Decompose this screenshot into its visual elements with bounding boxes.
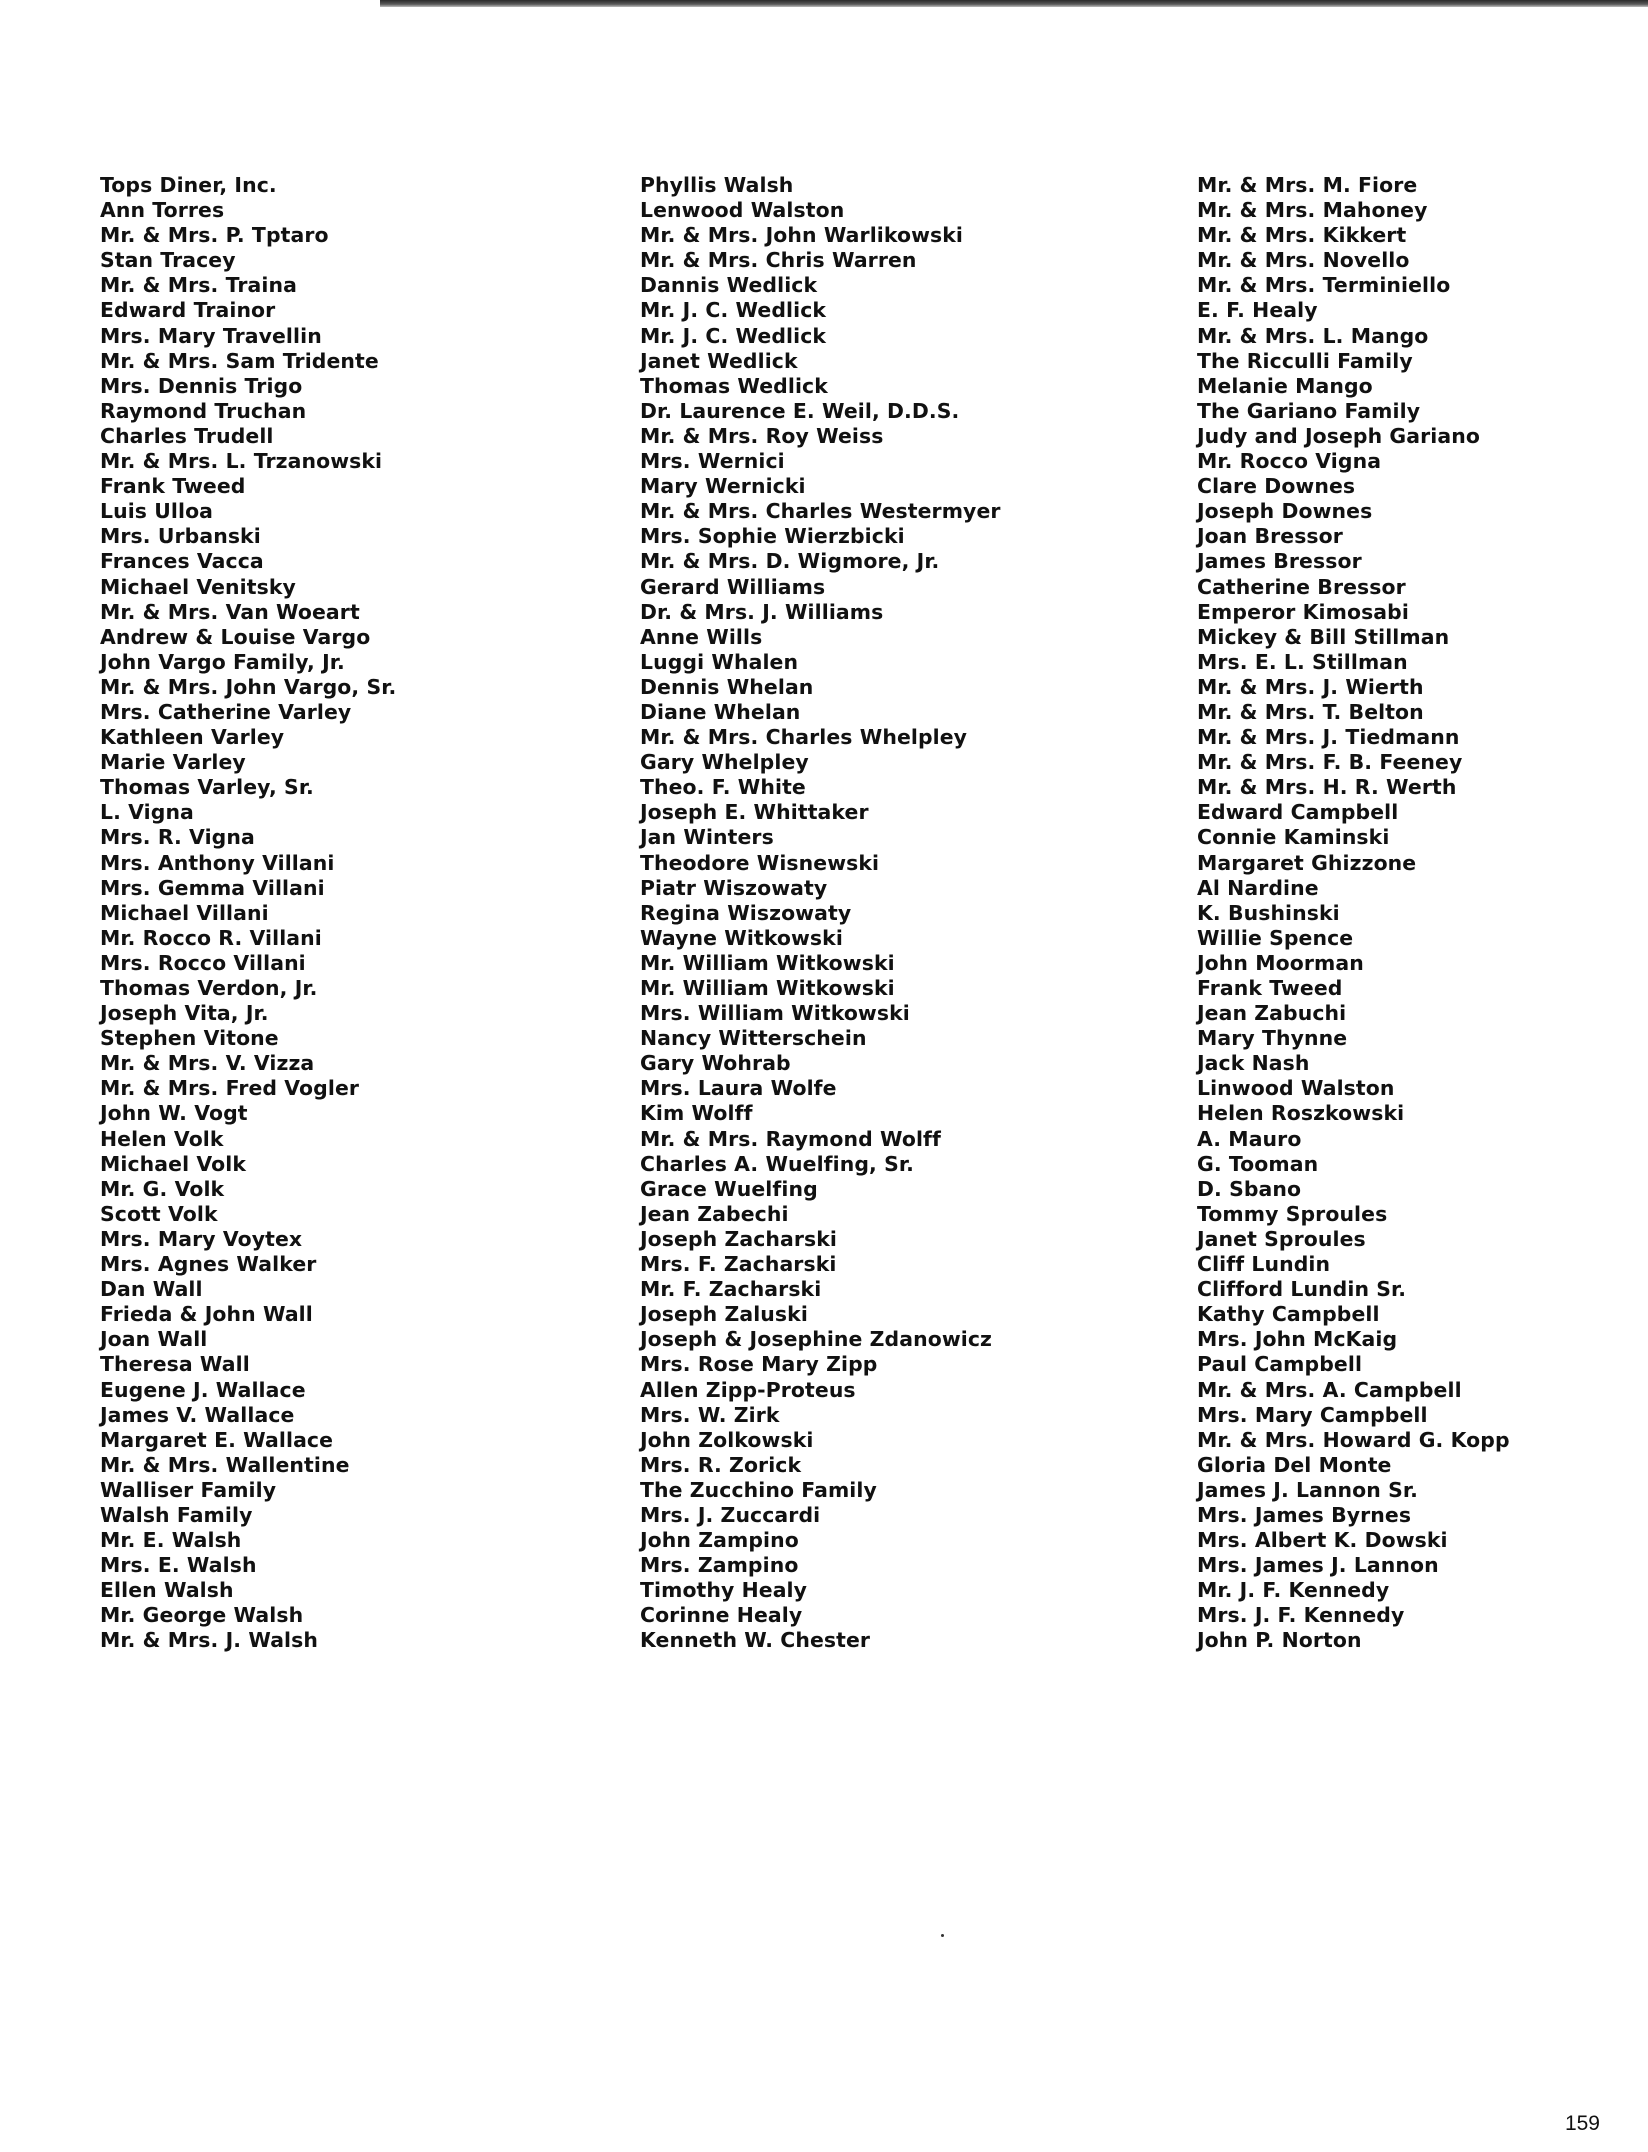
donor-name: Mrs. F. Zacharski xyxy=(640,1252,837,1277)
donor-name: Mrs. Dennis Trigo xyxy=(100,373,303,398)
donor-name: Wayne Witkowski xyxy=(640,925,843,950)
donor-name: Mr. E. Walsh xyxy=(100,1528,242,1553)
donor-name: Kathleen Varley xyxy=(100,725,285,750)
donor-name: Mrs. Laura Wolfe xyxy=(640,1076,837,1101)
donor-name: Scott Volk xyxy=(100,1201,218,1226)
donor-name: Mr. & Mrs. J. Tiedmann xyxy=(1197,725,1460,750)
donor-name: Dan Wall xyxy=(100,1277,203,1302)
donor-name: Mrs. R. Vigna xyxy=(100,825,255,850)
donor-name: Mr. & Mrs. Wallentine xyxy=(100,1452,350,1477)
donor-name: Dr. Laurence E. Weil, D.D.S. xyxy=(640,398,960,423)
donor-name: Regina Wiszowaty xyxy=(640,900,852,925)
donor-name: John Zolkowski xyxy=(640,1427,814,1452)
donor-name: Allen Zipp-Proteus xyxy=(640,1377,856,1402)
donor-name: Mr. F. Zacharski xyxy=(640,1277,822,1302)
donor-name: Catherine Bressor xyxy=(1197,574,1406,599)
donor-name: Mrs. J. F. Kennedy xyxy=(1197,1603,1405,1628)
donor-name: Theodore Wisnewski xyxy=(640,850,880,875)
donor-name: Jan Winters xyxy=(640,825,774,850)
donor-name: Mrs. John McKaig xyxy=(1197,1327,1398,1352)
donor-name: Mr. Rocco R. Villani xyxy=(100,925,322,950)
donor-name: Mrs. Anthony Villani xyxy=(100,850,335,875)
donor-name: Mrs. Zampino xyxy=(640,1553,799,1578)
donor-name: The Zucchino Family xyxy=(640,1477,877,1502)
donor-name: Eugene J. Wallace xyxy=(100,1377,306,1402)
donor-name: Willie Spence xyxy=(1197,925,1354,950)
donor-name: Mr. & Mrs. Howard G. Kopp xyxy=(1197,1427,1510,1452)
donor-name: Kim Wolff xyxy=(640,1101,753,1126)
donor-name: Gloria Del Monte xyxy=(1197,1452,1392,1477)
donor-name: Jean Zabechi xyxy=(640,1201,789,1226)
donor-name: Mr. J. C. Wedlick xyxy=(640,323,827,348)
donor-name: Emperor Kimosabi xyxy=(1197,599,1409,624)
donor-name: Mrs. Wernici xyxy=(640,449,785,474)
donor-name: Corinne Healy xyxy=(640,1603,803,1628)
donor-name: Luggi Whalen xyxy=(640,649,799,674)
donor-name: Frieda & John Wall xyxy=(100,1302,313,1327)
donor-name: Ann Torres xyxy=(100,198,225,223)
donor-name: John Zampino xyxy=(640,1528,799,1553)
donor-name: A. Mauro xyxy=(1197,1126,1302,1151)
donor-name: Mr. & Mrs. Fred Vogler xyxy=(100,1076,360,1101)
donor-name: Tommy Sproules xyxy=(1197,1201,1388,1226)
name-column-3 xyxy=(1197,173,1510,1654)
donor-name: James V. Wallace xyxy=(100,1402,295,1427)
donor-name: Clare Downes xyxy=(1197,474,1356,499)
donor-name: Mr. & Mrs. Sam Tridente xyxy=(100,348,379,373)
donor-name: Mr. & Mrs. L. Mango xyxy=(1197,323,1429,348)
name-column-2 xyxy=(640,173,1001,1654)
donor-name: Mr. & Mrs. Terminiello xyxy=(1197,273,1451,298)
donor-name: Mr. & Mrs. M. Fiore xyxy=(1197,173,1418,197)
donor-name: Joseph Vita, Jr. xyxy=(100,1001,269,1026)
donor-name: Mr. & Mrs. Charles Westermyer xyxy=(640,499,1001,524)
donor-name: Dennis Whelan xyxy=(640,674,814,699)
donor-name: Michael Venitsky xyxy=(100,574,296,599)
top-scan-edge xyxy=(380,0,1648,7)
donor-name: Mr. & Mrs. J. Walsh xyxy=(100,1628,318,1653)
donor-name: Mr. & Mrs. A. Campbell xyxy=(1197,1377,1462,1402)
donor-name: Janet Wedlick xyxy=(640,348,798,373)
donor-name: Andrew & Louise Vargo xyxy=(100,624,371,649)
donor-name: Joseph E. Whittaker xyxy=(640,800,869,825)
donor-name: Mrs. James J. Lannon xyxy=(1197,1553,1439,1578)
donor-name: D. Sbano xyxy=(1197,1176,1302,1201)
donor-name: Walsh Family xyxy=(100,1502,253,1527)
donor-name: Mrs. J. Zuccardi xyxy=(640,1502,821,1527)
donor-name: Mr. G. Volk xyxy=(100,1176,225,1201)
donor-name: Grace Wuelfing xyxy=(640,1176,818,1201)
donor-name: G. Tooman xyxy=(1197,1151,1319,1176)
donor-name: Raymond Truchan xyxy=(100,398,307,423)
donor-name: Kenneth W. Chester xyxy=(640,1628,871,1653)
donor-name: Mr. & Mrs. P. Tptaro xyxy=(100,223,329,248)
donor-name: Thomas Wedlick xyxy=(640,373,828,398)
donor-name: Mr. & Mrs. F. B. Feeney xyxy=(1197,750,1463,775)
donor-name: Gary Whelpley xyxy=(640,750,809,775)
donor-name: Mr. & Mrs. Novello xyxy=(1197,248,1410,273)
donor-name: John W. Vogt xyxy=(100,1101,248,1126)
donor-name: Mrs. Mary Voytex xyxy=(100,1226,303,1251)
donor-name: Joseph Zacharski xyxy=(640,1226,838,1251)
donor-name: Mr. & Mrs. John Vargo, Sr. xyxy=(100,674,397,699)
donor-name: Stephen Vitone xyxy=(100,1026,279,1051)
donor-name: Frank Tweed xyxy=(1197,976,1343,1000)
scan-speck xyxy=(941,1934,944,1937)
donor-name: Charles Trudell xyxy=(100,423,274,448)
donor-name: Mrs. Sophie Wierzbicki xyxy=(640,524,905,549)
donor-name: Mrs. Catherine Varley xyxy=(100,699,352,724)
donor-name: Phyllis Walsh xyxy=(640,173,794,197)
donor-name: Mr. & Mrs. V. Vizza xyxy=(100,1051,315,1076)
donor-name: Mr. Rocco Vigna xyxy=(1197,449,1382,474)
donor-name: Al Nardine xyxy=(1197,875,1319,900)
donor-name: Timothy Healy xyxy=(640,1578,808,1603)
donor-name: Gerard Williams xyxy=(640,574,826,599)
donor-name: Margaret Ghizzone xyxy=(1197,850,1417,875)
donor-name: Mrs. Rocco Villani xyxy=(100,950,306,975)
donor-name: Melanie Mango xyxy=(1197,373,1373,398)
donor-name: Gary Wohrab xyxy=(640,1051,791,1076)
donor-name: Mrs. Urbanski xyxy=(100,524,261,549)
name-column-1 xyxy=(100,173,396,1654)
donor-name: Mary Thynne xyxy=(1197,1026,1348,1051)
donor-name: Mr. & Mrs. Traina xyxy=(100,273,297,298)
donor-name: Thomas Varley, Sr. xyxy=(100,775,314,800)
donor-name: Helen Volk xyxy=(100,1126,224,1151)
donor-name: Cliff Lundin xyxy=(1197,1252,1331,1277)
donor-name: Diane Whelan xyxy=(640,699,801,724)
donor-name: Helen Roszkowski xyxy=(1197,1101,1405,1126)
donor-name: Mr. & Mrs. Raymond Wolff xyxy=(640,1126,941,1151)
donor-name: Mrs. R. Zorick xyxy=(640,1452,802,1477)
donor-name: Mrs. W. Zirk xyxy=(640,1402,780,1427)
donor-name: Mr. & Mrs. Van Woeart xyxy=(100,599,360,624)
donor-name: Edward Trainor xyxy=(100,298,276,323)
donor-name: Mr. William Witkowski xyxy=(640,976,895,1000)
donor-name: Charles A. Wuelfing, Sr. xyxy=(640,1151,914,1176)
donor-name: L. Vigna xyxy=(100,800,194,825)
donor-name: Joan Bressor xyxy=(1197,524,1343,549)
donor-name: Mrs. William Witkowski xyxy=(640,1001,910,1026)
donor-name: Frank Tweed xyxy=(100,474,246,499)
donor-name: Margaret E. Wallace xyxy=(100,1427,334,1452)
donor-name: Mr. & Mrs. H. R. Werth xyxy=(1197,775,1457,800)
donor-name: Mr. J. C. Wedlick xyxy=(640,298,827,323)
donor-name: Mr. & Mrs. Mahoney xyxy=(1197,198,1428,223)
donor-name: Mrs. Agnes Walker xyxy=(100,1252,317,1277)
donor-name: Lenwood Walston xyxy=(640,198,845,223)
donor-name: Mr. J. F. Kennedy xyxy=(1197,1578,1390,1603)
donor-name: Mr. George Walsh xyxy=(100,1603,304,1628)
donor-name: Dannis Wedlick xyxy=(640,273,818,298)
donor-name: Frances Vacca xyxy=(100,549,264,574)
donor-name: Mrs. Rose Mary Zipp xyxy=(640,1352,878,1377)
donor-name: Theresa Wall xyxy=(100,1352,250,1377)
donor-name: Theo. F. White xyxy=(640,775,806,800)
donor-name: Jack Nash xyxy=(1197,1051,1310,1076)
donor-name: Mr. & Mrs. Chris Warren xyxy=(640,248,917,273)
donor-name: Michael Volk xyxy=(100,1151,246,1176)
donor-name: Mr. & Mrs. D. Wigmore, Jr. xyxy=(640,549,940,574)
donor-name: Joan Wall xyxy=(100,1327,208,1352)
donor-name: Thomas Verdon, Jr. xyxy=(100,976,318,1000)
donor-name: Anne Wills xyxy=(640,624,763,649)
donor-name: Walliser Family xyxy=(100,1477,277,1502)
donor-name: Piatr Wiszowaty xyxy=(640,875,828,900)
donor-name: Mrs. James Byrnes xyxy=(1197,1502,1412,1527)
donor-name: Edward Campbell xyxy=(1197,800,1399,825)
donor-name: The Gariano Family xyxy=(1197,398,1421,423)
donor-name: The Ricculli Family xyxy=(1197,348,1413,373)
donor-name: Mr. & Mrs. L. Trzanowski xyxy=(100,449,383,474)
donor-name: Stan Tracey xyxy=(100,248,236,273)
donor-name: Nancy Witterschein xyxy=(640,1026,867,1051)
donor-name: Ellen Walsh xyxy=(100,1578,234,1603)
donor-name: Mr. William Witkowski xyxy=(640,950,895,975)
donor-name: Kathy Campbell xyxy=(1197,1302,1380,1327)
donor-name: Mrs. E. L. Stillman xyxy=(1197,649,1408,674)
donor-name: Joseph & Josephine Zdanowicz xyxy=(640,1327,993,1352)
donor-name: Linwood Walston xyxy=(1197,1076,1395,1101)
donor-name: Joseph Zaluski xyxy=(640,1302,808,1327)
donor-name: Mr. & Mrs. Charles Whelpley xyxy=(640,725,968,750)
donor-name: Mrs. E. Walsh xyxy=(100,1553,257,1578)
donor-name: John Vargo Family, Jr. xyxy=(100,649,345,674)
donor-name: Mr. & Mrs. Roy Weiss xyxy=(640,423,884,448)
donor-name: Mr. & Mrs. T. Belton xyxy=(1197,699,1424,724)
donor-name: Mr. & Mrs. John Warlikowski xyxy=(640,223,964,248)
donor-name: Mr. & Mrs. J. Wierth xyxy=(1197,674,1424,699)
donor-name: Mickey & Bill Stillman xyxy=(1197,624,1450,649)
donor-name: Tops Diner, Inc. xyxy=(100,173,277,197)
donor-name: John P. Norton xyxy=(1197,1628,1362,1653)
donor-name: K. Bushinski xyxy=(1197,900,1340,925)
donor-name: Jean Zabuchi xyxy=(1197,1001,1347,1026)
donor-name: Connie Kaminski xyxy=(1197,825,1390,850)
donor-name: Michael Villani xyxy=(100,900,269,925)
donor-name: James J. Lannon Sr. xyxy=(1197,1477,1418,1502)
donor-name: Mrs. Albert K. Dowski xyxy=(1197,1528,1448,1553)
donor-name: Mrs. Mary Campbell xyxy=(1197,1402,1428,1427)
donor-name: Clifford Lundin Sr. xyxy=(1197,1277,1407,1302)
donor-name: Mrs. Gemma Villani xyxy=(100,875,325,900)
donor-name: Dr. & Mrs. J. Williams xyxy=(640,599,884,624)
donor-name: James Bressor xyxy=(1197,549,1362,574)
donor-name: Judy and Joseph Gariano xyxy=(1197,423,1480,448)
donor-name: John Moorman xyxy=(1197,950,1364,975)
donor-name: Luis Ulloa xyxy=(100,499,214,524)
donor-name: Mrs. Mary Travellin xyxy=(100,323,322,348)
donor-name: Janet Sproules xyxy=(1197,1226,1366,1251)
donor-name: E. F. Healy xyxy=(1197,298,1318,323)
donor-name: Mary Wernicki xyxy=(640,474,806,499)
donor-name: Joseph Downes xyxy=(1197,499,1373,524)
donor-name: Marie Varley xyxy=(100,750,246,775)
donor-name: Paul Campbell xyxy=(1197,1352,1363,1377)
page-number: 159 xyxy=(1564,2112,1600,2135)
donor-name: Mr. & Mrs. Kikkert xyxy=(1197,223,1407,248)
